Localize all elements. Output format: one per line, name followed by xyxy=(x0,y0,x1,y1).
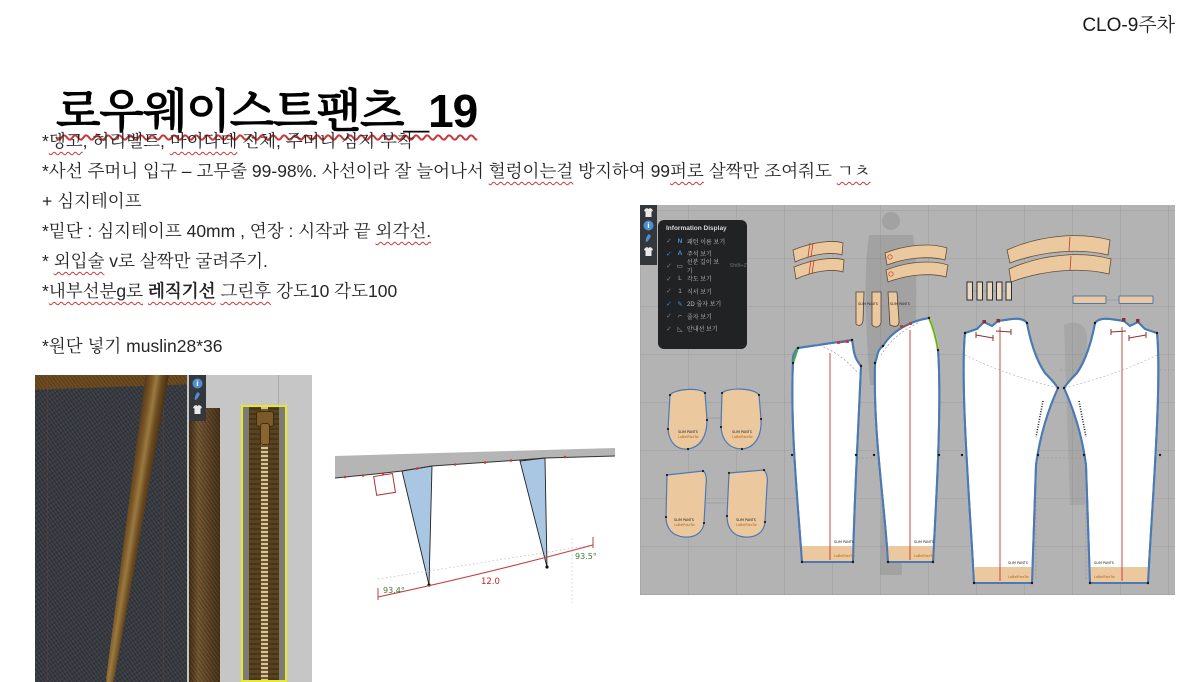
guide-dotted xyxy=(378,545,593,579)
note-text: 퍼로 xyxy=(670,161,704,181)
measure-line xyxy=(378,545,593,597)
belt-loop-pieces[interactable] xyxy=(856,292,899,327)
panel-item-grainline[interactable]: ✓ 1 식서 보기 xyxy=(666,287,712,296)
piece-label: SLIM PANTS xyxy=(1094,561,1114,565)
note-text: v로 살짝만 굴려주기. xyxy=(104,251,268,271)
dart-box xyxy=(374,474,396,496)
note-text: ㄱㅊ xyxy=(836,161,871,181)
note-line xyxy=(42,156,871,186)
svg-text:i: i xyxy=(647,222,650,230)
back-left-pants-piece[interactable] xyxy=(961,319,1059,584)
note-text: 외입술 xyxy=(53,251,105,271)
item-icon: ⌐ xyxy=(678,312,682,320)
svg-text:SLIM PANTS: SLIM PANTS xyxy=(736,518,756,522)
mini-toolbar xyxy=(189,375,206,421)
brush-icon[interactable] xyxy=(643,233,654,244)
check-icon: ✓ xyxy=(666,288,672,296)
item-icon: A xyxy=(677,250,683,258)
angle-label-right: 93.5° xyxy=(575,552,597,561)
guide-line xyxy=(278,375,279,409)
angle-label-left: 93.4° xyxy=(383,586,405,595)
note-text: 뎅고 xyxy=(48,131,83,151)
info-icon[interactable] xyxy=(192,378,203,389)
note-text: 마이다데 xyxy=(169,131,238,151)
note-text: 전체, 주머니 심지 부착 xyxy=(237,131,414,151)
note-text: + 심지테이프 xyxy=(42,191,142,211)
note-text: 그린후 xyxy=(220,281,272,301)
svg-text:SLIM PANTS: SLIM PANTS xyxy=(678,430,698,434)
svg-text:i: i xyxy=(196,380,199,388)
panel-item-annotation[interactable]: ✓ A 주석 보기 xyxy=(666,250,712,259)
fabric-note: *원단 넣기 muslin28*36 xyxy=(42,336,223,356)
zipper-teeth xyxy=(261,407,268,680)
seam-line xyxy=(47,375,48,682)
svg-text:SLIM PANTS: SLIM PANTS xyxy=(674,518,694,522)
note-text: 외각선. xyxy=(375,221,432,241)
check-icon: ✓ xyxy=(666,275,672,283)
dart-right xyxy=(520,458,547,567)
fabric-screenshot xyxy=(35,375,312,682)
panel-item-2d-tape[interactable]: ✓ ✎ 2D 줄자 보기 xyxy=(666,300,722,309)
tshirt-icon[interactable] xyxy=(643,207,654,218)
dart-left xyxy=(402,466,432,585)
zipper-pull xyxy=(260,423,270,445)
tshirt-icon[interactable] xyxy=(192,404,203,415)
brush-icon[interactable] xyxy=(192,391,203,402)
clo-pattern-window xyxy=(640,205,1175,595)
item-icon: L xyxy=(678,275,682,283)
item-icon: ▭ xyxy=(676,263,683,271)
note-line xyxy=(42,126,871,156)
svg-text:SLIM PANTS: SLIM PANTS xyxy=(890,302,910,306)
svg-text:LoBelRiseTw: LoBelRiseTw xyxy=(732,435,753,439)
clo-mini-toolbar xyxy=(640,205,657,265)
note-text: 살짝만 조여줘도 xyxy=(703,161,837,181)
denim-fabric xyxy=(35,375,187,682)
information-display-panel xyxy=(658,220,747,349)
dart-apex-point xyxy=(545,565,548,568)
item-icon: ◺ xyxy=(677,325,683,333)
note-text: * xyxy=(42,251,54,271)
note-text: * xyxy=(42,281,49,301)
note-text: , 허리벨트, xyxy=(82,131,170,151)
zipper-panel xyxy=(221,375,312,682)
info-icon[interactable] xyxy=(643,220,654,231)
note-text: 내부선분g로 xyxy=(48,281,144,301)
panel-title: Information Display xyxy=(666,225,727,232)
svg-text:LoBelRiseTw: LoBelRiseTw xyxy=(736,523,757,527)
check-icon: ✓ xyxy=(666,325,672,333)
tshirt-icon[interactable] xyxy=(643,246,654,257)
svg-text:LoBelRiseTw: LoBelRiseTw xyxy=(678,435,699,439)
svg-text:LoBelRiseTw: LoBelRiseTw xyxy=(674,523,695,527)
check-icon: ✓ xyxy=(666,238,672,246)
panel-item-line-length[interactable]: ✓ ▭ 선분 길이 보기 Shift+Z xyxy=(666,260,747,276)
piece-label: SLIM PANTS xyxy=(1008,561,1028,565)
length-label: 12.0 xyxy=(481,577,500,587)
note-text: *사선 주머니 입구 – 고무줄 99-98%. 사선이라 잘 늘어나서 xyxy=(42,161,489,181)
note-text: * xyxy=(42,131,49,151)
piece-label: SLIM PANTS xyxy=(834,540,854,544)
zipper-selected[interactable] xyxy=(241,405,287,682)
item-icon: ✎ xyxy=(677,300,683,308)
waistband-pieces[interactable] xyxy=(793,236,1111,282)
item-icon: 1 xyxy=(678,287,682,295)
piece-label: LoBelRiseTw xyxy=(834,554,855,558)
panel-item-tape[interactable]: ✓ ⌐ 줄자 보기 xyxy=(666,312,712,321)
note-text: *밑단 : 심지테이프 40mm , 연장 : 시작과 끝 xyxy=(42,221,376,241)
seam-line xyxy=(163,375,164,682)
svg-text:SLIM PANTS: SLIM PANTS xyxy=(858,302,878,306)
front-left-pants-piece[interactable] xyxy=(791,339,862,563)
piece-label: LoBelRiseTw xyxy=(1008,575,1029,579)
item-icon: N xyxy=(677,237,683,245)
zipper-tape-strip xyxy=(189,408,220,682)
note-text: 방지하여 99 xyxy=(573,161,671,181)
panel-item-pattern-name[interactable]: ✓ N 패턴 이름 보기 xyxy=(666,237,726,246)
week-label: CLO-9주차 xyxy=(1082,15,1175,36)
note-text: 강도10 각도100 xyxy=(271,281,398,301)
pocket-bag-pieces[interactable] xyxy=(666,389,767,537)
page-title-text: 로우웨이스트팬츠_19 xyxy=(56,84,478,137)
shortcut-label: Shift+Z xyxy=(729,263,747,270)
piece-label: LoBelRiseTw xyxy=(1094,575,1115,579)
panel-item-guideline[interactable]: ✓ ◺ 안내선 보기 xyxy=(666,325,718,334)
panel-item-angle[interactable]: ✓ L 각도 보기 xyxy=(666,275,712,284)
check-icon: ✓ xyxy=(666,313,672,321)
note-text: 헐렁이는걸 xyxy=(488,161,574,181)
dart-sketch xyxy=(335,448,615,603)
svg-text:SLIM PANTS: SLIM PANTS xyxy=(732,430,752,434)
piece-label: SLIM PANTS xyxy=(914,540,934,544)
piece-label: LoBelRiseTw xyxy=(914,554,935,558)
check-icon: ✓ xyxy=(666,300,672,308)
check-icon: ✓ xyxy=(666,263,672,271)
zipper-welt xyxy=(95,375,172,682)
check-icon: ✓ xyxy=(666,250,672,258)
note-text: 레직기선 xyxy=(147,281,216,301)
